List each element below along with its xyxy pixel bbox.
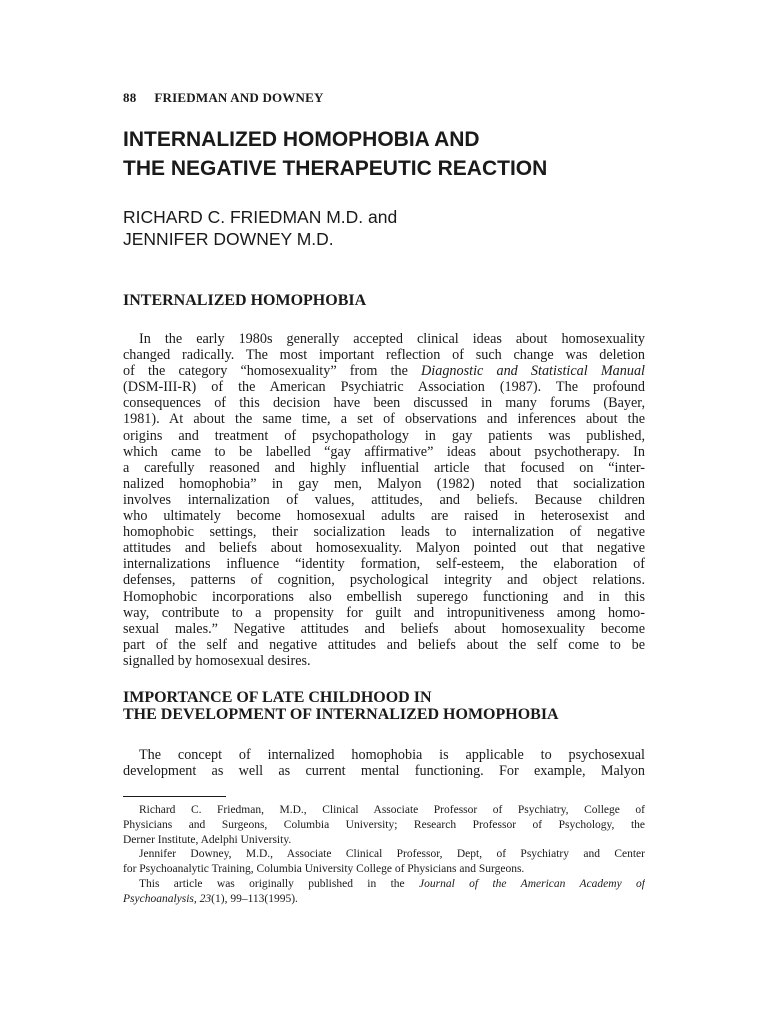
author-line-2: JENNIFER DOWNEY M.D. — [123, 229, 334, 249]
text-line: defenses, patterns of cognition, psychological integrity and object relations. — [123, 572, 645, 589]
text-line: signalled by homosexual desires. — [123, 652, 311, 669]
footnote-line: Richard C. Friedman, M.D., Clinical Associate Professor of Psychiatry, College of — [139, 804, 645, 816]
text-line: development as well as current mental functioning. For example, Malyon — [123, 763, 645, 780]
section1-paragraph — [123, 331, 645, 669]
text-line: 1981). At about the same time, a set of observations and inferences about the — [123, 411, 645, 428]
text-line: involves internalization of values, attitudes, and beliefs. Because children — [123, 491, 645, 508]
text-line: Homophobic incorporations also embellish superego functioning and in this — [123, 588, 645, 605]
text-line: who ultimately become homosexual adults are raised in heterosexist and — [123, 508, 645, 525]
article-title — [123, 125, 547, 183]
section2-paragraph — [123, 747, 645, 779]
volume-italic: 23 — [199, 892, 212, 905]
text-line: (DSM-III-R) of the American Psychiatric Association (1987). The profound — [123, 379, 645, 396]
footnote-fragment: , — [193, 892, 200, 905]
text-line: The concept of internalized homophobia is applicable to psychosexual — [139, 747, 645, 763]
text-line: sexual males.” Negative attitudes and beliefs about homosexuality become — [123, 620, 645, 637]
footnote-fragment: This article was originally published in the — [139, 877, 420, 890]
footnote-line: Jennifer Downey, M.D., Associate Clinical Professor, Dept, of Psychiatry and Center — [139, 848, 645, 861]
footnote-fragment: (1), 99–113(1995). — [211, 892, 298, 905]
footnote-divider — [123, 796, 226, 797]
text-line: a carefully reasoned and highly influential article that focused on “inter- — [123, 459, 645, 476]
text-line: changed radically. The most important reflection of such change was deletion — [123, 347, 645, 364]
title-line-2: THE NEGATIVE THERAPEUTIC REACTION — [123, 157, 548, 180]
footnote-line — [123, 877, 645, 892]
dsm-title-italic: Diagnostic and Statistical Manual — [421, 363, 645, 380]
footnote-line: Derner Institute, Adelphi University. — [123, 833, 292, 846]
section-heading-line-1: IMPORTANCE OF LATE CHILDHOOD IN — [123, 689, 432, 706]
text-line: which came to be labelled “gay affirmative” ideas about psychotherapy. In — [123, 443, 645, 460]
text-fragment: of the category “homosexuality” from the — [123, 363, 422, 380]
running-head-authors: FRIEDMAN AND DOWNEY — [154, 90, 324, 105]
footnotes — [123, 803, 645, 907]
author-byline — [123, 206, 397, 250]
text-line: part of the self and negative attitudes and beliefs about the self come to be — [123, 636, 645, 653]
page-number: 88 — [123, 90, 137, 105]
text-line: way, contribute to a propensity for guilt and intropunitiveness among homo- — [123, 604, 645, 621]
running-head — [123, 90, 324, 106]
title-line-1: INTERNALIZED HOMOPHOBIA AND — [123, 128, 480, 151]
footnote-line: for Psychoanalytic Training, Columbia University College of Physicians and Surgeons. — [123, 863, 525, 876]
text-line: In the early 1980s generally accepted clinical ideas about homosexuality — [139, 331, 645, 347]
text-line: homophobic settings, their socialization leads to internalization of negative — [123, 524, 645, 541]
text-line: origins and treatment of psychopathology in gay patients was published, — [123, 427, 645, 444]
text-line: consequences of this decision have been discussed in many forums (Bayer, — [123, 395, 645, 412]
author-line-1: RICHARD C. FRIEDMAN M.D. and — [123, 207, 398, 227]
section-heading-text: INTERNALIZED HOMOPHOBIA — [123, 292, 367, 309]
section-heading-line-2: THE DEVELOPMENT OF INTERNALIZED HOMOPHOBIA — [123, 706, 559, 723]
text-line: nalized homophobia” in gay men, Malyon (1982) noted that socialization — [123, 475, 645, 492]
text-line: attitudes and beliefs about homosexuality. Malyon pointed out that negative — [123, 540, 645, 557]
journal-title-italic: Journal of the American Academy of — [419, 877, 645, 890]
section-heading-internalized-homophobia — [123, 292, 366, 309]
text-line: internalizations influence “identity formation, self-esteem, the elaboration of — [123, 556, 645, 573]
journal-title-italic-2: Psychoanalysis — [123, 892, 194, 905]
section-heading-late-childhood — [123, 689, 559, 723]
text-line — [123, 363, 645, 379]
footnote-line — [123, 892, 645, 907]
footnote-line: Physicians and Surgeons, Columbia University; Research Professor of Psychology, the — [123, 818, 645, 831]
